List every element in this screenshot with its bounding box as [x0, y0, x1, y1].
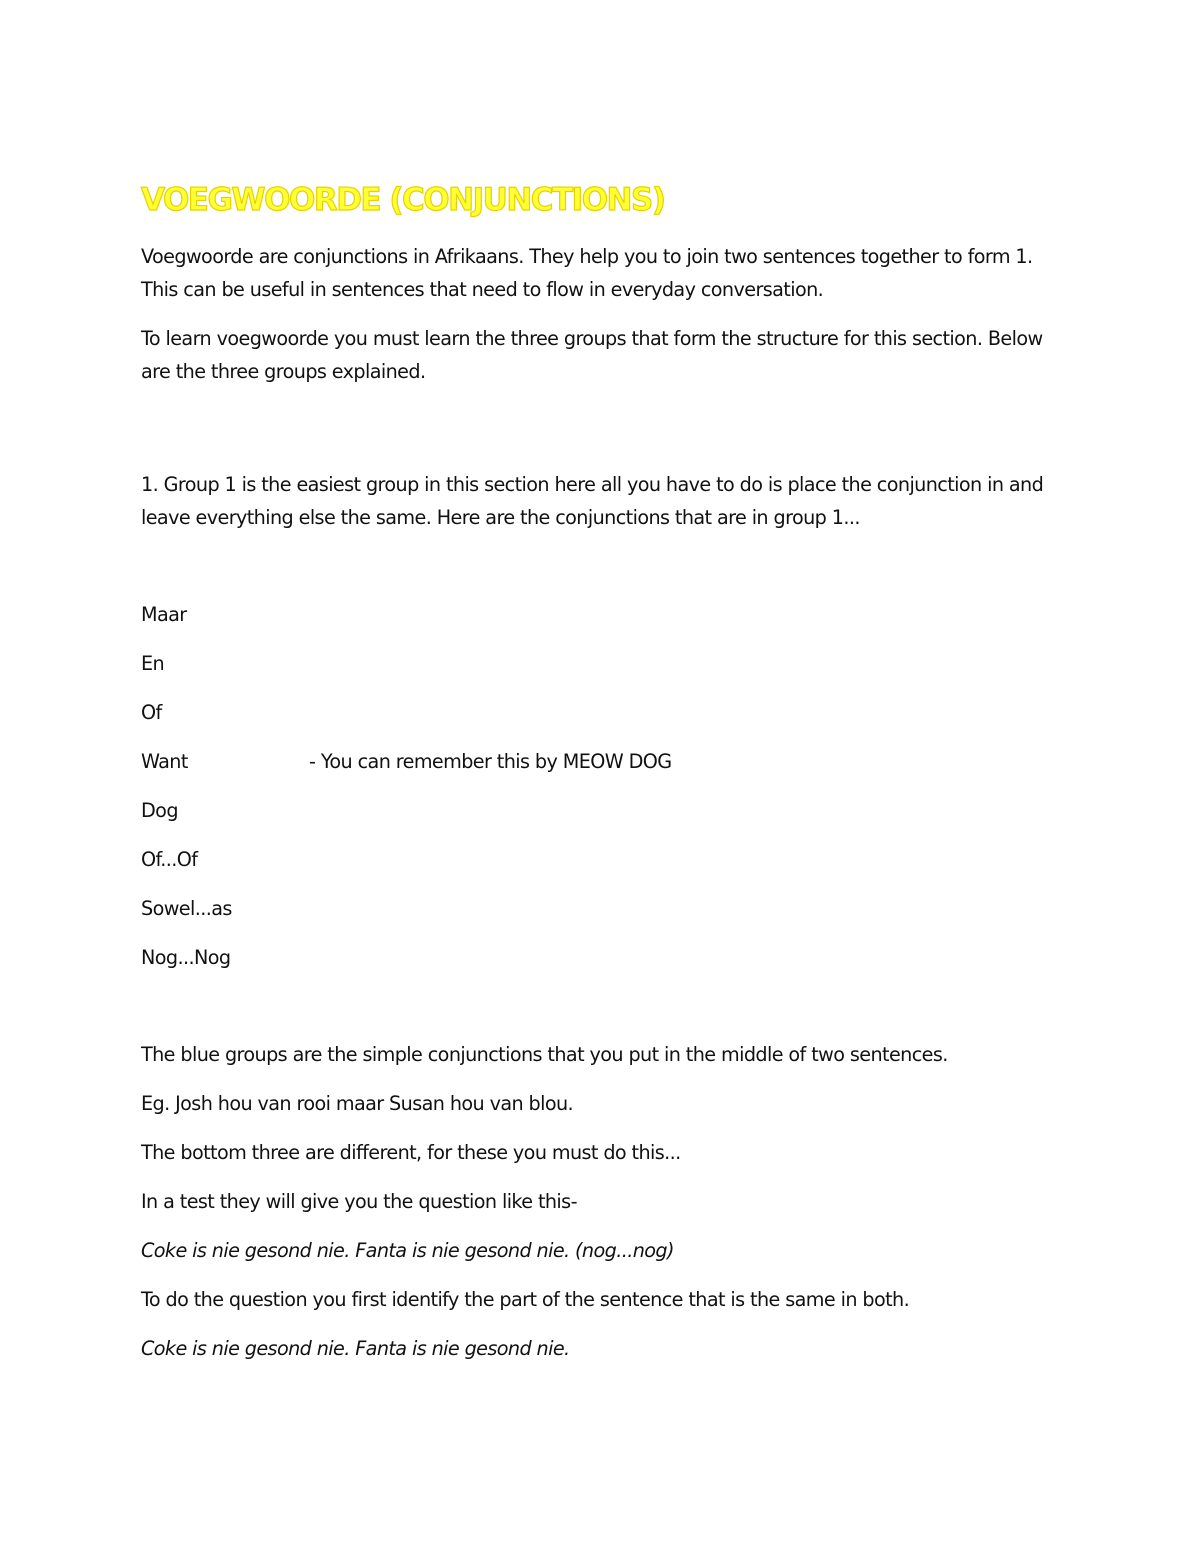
conjunction-maar: Maar — [141, 603, 187, 626]
conjunction-of: Of — [141, 701, 162, 724]
list-item — [141, 843, 1061, 892]
intro-paragraph-2: To learn voegwoorde you must learn the three groups that form the structure for this section. Below are the three groups explained. — [141, 327, 1043, 383]
conjunction-want: Want — [141, 750, 188, 773]
conjunction-sowel-as: Sowel...as — [141, 897, 232, 920]
question-example: Coke is nie gesond nie. Fanta is nie gesond nie. (nog...nog) — [141, 1239, 674, 1262]
repeat-example: Coke is nie gesond nie. Fanta is nie gesond nie. — [141, 1337, 570, 1360]
mnemonic-note: - You can remember this by MEOW DOG — [309, 750, 672, 773]
conjunction-of-of: Of...Of — [141, 848, 198, 871]
conjunction-list — [141, 598, 1061, 990]
spacer — [141, 404, 1061, 468]
example-sentence: Eg. Josh hou van rooi maar Susan hou van blou. — [141, 1092, 574, 1115]
list-item — [141, 892, 1061, 941]
conjunction-en: En — [141, 652, 165, 675]
bottom-three-note: The bottom three are different, for these you must do this... — [141, 1141, 681, 1164]
list-item — [141, 794, 1061, 843]
list-item — [141, 647, 1061, 696]
spacer — [141, 990, 1061, 1038]
intro-paragraph-1: Voegwoorde are conjunctions in Afrikaans. They help you to join two sentences together to form 1. This can be useful in sentences that need to flow in everyday conversation. — [141, 245, 1033, 301]
document-page — [141, 180, 1061, 1381]
spacer — [141, 550, 1061, 598]
test-intro: In a test they will give you the question like this- — [141, 1190, 577, 1213]
conjunction-dog: Dog — [141, 799, 178, 822]
group1-intro: 1. Group 1 is the easiest group in this section here all you have to do is place the conjunction in and leave everything else the same. Here are the conjunctions that are in group 1... — [141, 473, 1044, 529]
list-item — [141, 941, 1061, 990]
identify-step: To do the question you first identify the part of the sentence that is the same in both. — [141, 1288, 910, 1311]
document-title: VOEGWOORDE (CONJUNCTIONS) — [141, 182, 665, 218]
conjunction-nog-nog: Nog...Nog — [141, 946, 231, 969]
list-item — [141, 696, 1061, 745]
list-item — [141, 745, 1061, 794]
list-item — [141, 598, 1061, 647]
blue-groups-explanation: The blue groups are the simple conjunctions that you put in the middle of two sentences. — [141, 1043, 948, 1066]
